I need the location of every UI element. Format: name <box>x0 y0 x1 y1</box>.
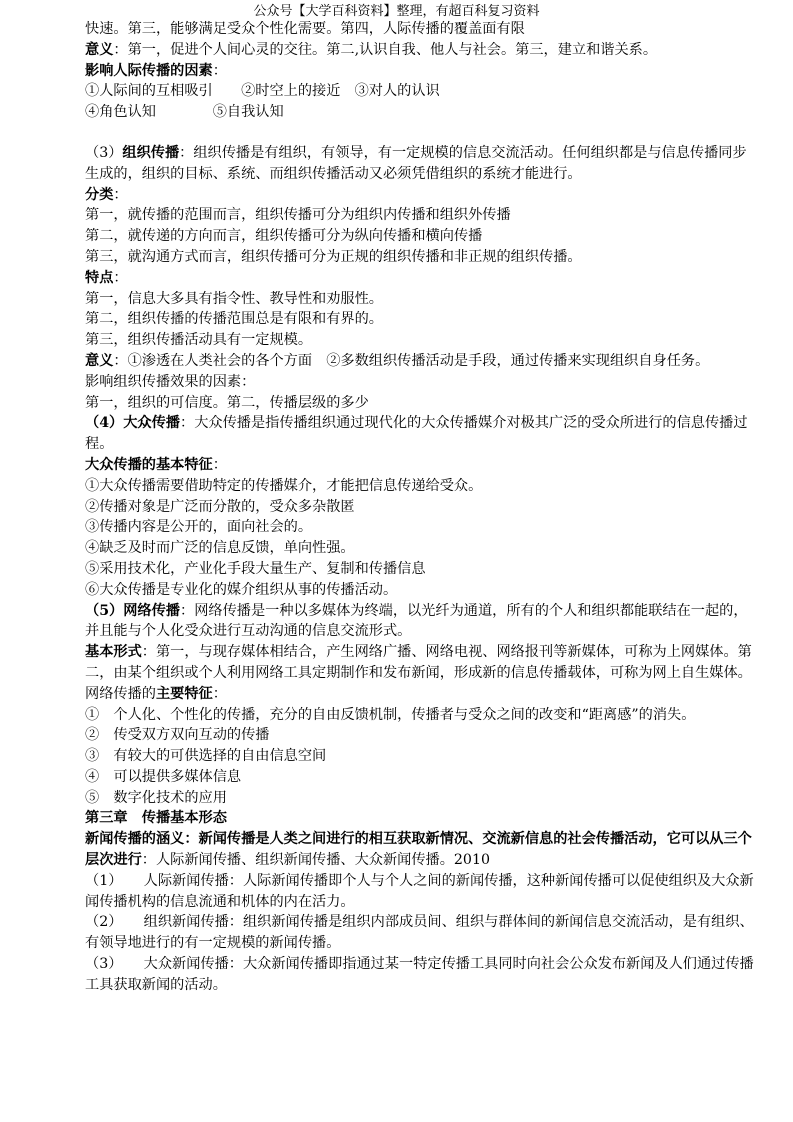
list-item: ③传播内容是公开的，面向社会的。 <box>85 519 313 536</box>
text: ： <box>113 269 128 286</box>
list-item: 第一，信息大多具有指令性、教导性和劝服性。 <box>85 290 383 307</box>
page-header: 公众号【大学百科资料】整理，有超百科复习资料 <box>253 4 540 19</box>
text: ：①渗透在人类社会的各个方面 ②多数组织传播活动是手段，通过传播来实现组织自身任务。 <box>113 352 710 369</box>
text: 网络传播的 <box>85 685 156 702</box>
list-item: ②传播对象是广泛而分散的，受众多杂散匿 <box>85 498 355 515</box>
text: ： <box>212 456 227 473</box>
bold-term: 新闻传播的涵义：新闻传播是人类之间进行的相互获取新情况、交流新信息的社会传播活动，它可以从三个层次进行 <box>85 831 752 869</box>
paragraph-line: 快速。第三，能够满足受众个性化需要。第四，人际传播的覆盖面有限 <box>85 21 525 37</box>
text: ：大众传播是指传播组织通过现代化的大众传播媒介对极其广泛的受众所进行的信息传播过程。 <box>85 415 748 453</box>
text: ：组织传播是有组织，有领导，有一定规模的信息交流活动。任何组织都是与信息传播同步生成的，组织的目标、系统、而组织传播活动又必须凭借组织的系统才能进行。 <box>85 144 747 182</box>
paragraph <box>85 351 757 372</box>
paragraph <box>85 642 757 684</box>
paragraph-line: 影响组织传播效果的因素： <box>85 373 256 390</box>
bold-term: 大众传播的基本特征 <box>85 456 213 473</box>
list-item: ①人际间的互相吸引 ②时空上的接近 ③对人的认识 <box>85 83 440 100</box>
list-item: （1） 人际新闻传播：人际新闻传播即个人与个人之间的新闻传播，这种新闻传播可以促使组织及大众新闻传播机构的信息流通和机体的内在活力。 <box>85 872 754 910</box>
list-item: ④缺乏及时而广泛的信息反馈，单向性强。 <box>85 540 355 557</box>
list-item: ⑥大众传播是专业化的媒介组织从事的传播活动。 <box>85 581 398 598</box>
section-heading <box>85 268 757 289</box>
bold-term: （4）大众传播 <box>85 415 180 432</box>
text: ：人际新闻传播、组织新闻传播、大众新闻传播。2010 <box>141 852 490 869</box>
list-item: ② 传受双方双向互动的传播 <box>85 727 270 744</box>
bold-term: 影响人际传播的因素 <box>85 62 213 79</box>
bold-term: 分类 <box>85 186 114 203</box>
text: ： <box>212 685 227 702</box>
document-body <box>85 19 757 996</box>
list-item: ③ 有较大的可供选择的自由信息空间 <box>85 748 327 765</box>
list-item: ⑤采用技术化，产业化手段大量生产、复制和传播信息 <box>85 560 426 577</box>
paragraph <box>85 829 757 871</box>
bold-term: 主要特征 <box>155 685 213 702</box>
text: ：第一，促进个人间心灵的交往。第二,认识自我、他人与社会。第三，建立和谐关系。 <box>113 41 658 58</box>
list-item: 第二，就传递的方向而言，组织传播可分为纵向传播和横向传播 <box>85 228 483 245</box>
text: ：网络传播是一种以多媒体为终端，以光纤为通道，所有的个人和组织都能联结在一起的，并且能与个人化受众进行互动沟通的信息交流形式。 <box>85 602 748 640</box>
list-item: 第三，就沟通方式而言，组织传播可分为正规的组织传播和非正规的组织传播。 <box>85 248 582 265</box>
text: （3） <box>85 144 123 161</box>
section-heading <box>85 185 757 206</box>
list-item: （2） 组织新闻传播：组织新闻传播是组织内部成员间、组织与群体间的新闻信息交流活动，是有组织、有领导地进行的有一定规模的新闻传播。 <box>85 914 754 952</box>
paragraph-line <box>85 40 757 61</box>
bold-term: （5）网络传播 <box>85 602 180 619</box>
list-item: 第二，组织传播的传播范围总是有限和有界的。 <box>85 311 383 328</box>
bold-term: 意义 <box>85 41 114 58</box>
text: ： <box>212 62 227 79</box>
bold-term: 特点 <box>85 269 114 286</box>
bold-term: 组织传播 <box>122 144 180 161</box>
list-item: ④ 可以提供多媒体信息 <box>85 768 242 785</box>
list-item: 第一，就传播的范围而言，组织传播可分为组织内传播和组织外传播 <box>85 207 511 224</box>
text: ： <box>113 186 128 203</box>
list-item: ① 个人化、个性化的传播，充分的自由反馈机制，传播者与受众之间的改变和“距离感”的消失。 <box>85 706 696 723</box>
bold-term: 意义 <box>85 352 114 369</box>
paragraph <box>85 413 757 455</box>
bold-term: 基本形式 <box>85 644 142 661</box>
list-item: ⑤ 数字化技术的应用 <box>85 789 227 806</box>
list-item: ④角色认知 ⑤自我认知 <box>85 104 284 121</box>
text: ：第一，与现存媒体相结合，产生网络广播、网络电视、网络报刊等新媒体，可称为上网媒体。第二，由某个组织或个人利用网络工具定期制作和发布新闻，形成新的信息传播载体，可称为网上自生媒体。 <box>85 644 752 681</box>
section-heading <box>85 61 757 82</box>
list-item: 第三，组织传播活动具有一定规模。 <box>85 332 313 349</box>
section-heading <box>85 684 757 705</box>
paragraph <box>85 143 757 185</box>
paragraph <box>85 601 757 643</box>
chapter-heading: 第三章 传播基本形态 <box>85 810 227 827</box>
list-item: ①大众传播需要借助特定的传播媒介，才能把信息传递给受众。 <box>85 477 483 494</box>
section-heading <box>85 455 757 476</box>
list-item: （3） 大众新闻传播：大众新闻传播即指通过某一特定传播工具同时向社会公众发布新闻及人们通过传播工具获取新闻的活动。 <box>85 956 754 993</box>
paragraph-line: 第一，组织的可信度。第二，传播层级的多少 <box>85 394 369 411</box>
